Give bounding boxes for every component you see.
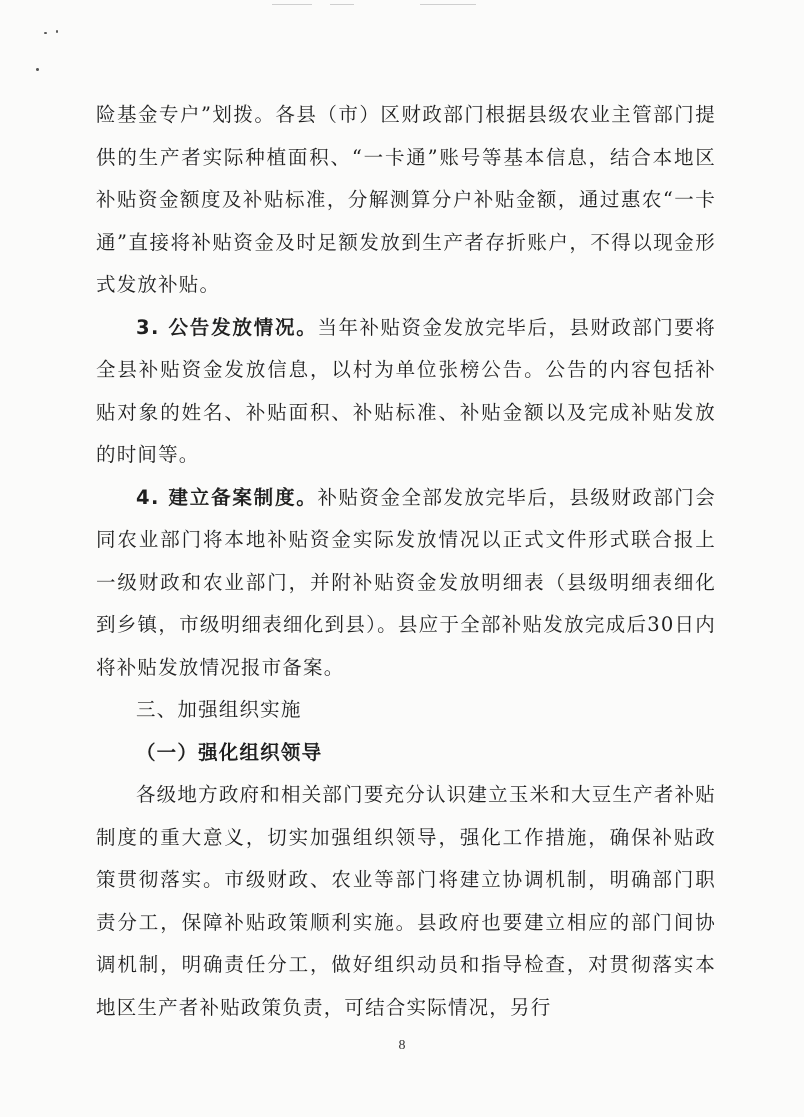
paragraph-funding-transfer: 险基金专户”划拨。各县（市）区财政部门根据县级农业主管部门提供的生产者实际种植面积、“一卡通”账号等基本信息，结合本地区补贴资金额度及补贴标准，分解测算分户补贴金额，通过惠农“一卡通”直接将补贴资金及时足额发放到生产者存折账户，不得以现金形式发放补贴。 xyxy=(96,103,716,296)
subsection-heading: （一）强化组织领导 xyxy=(135,740,323,764)
scan-speck xyxy=(56,30,58,33)
paragraph-filing-system xyxy=(96,477,716,690)
item-title-filing: 4. 建立备案制度。 xyxy=(135,485,318,509)
scan-edge-line xyxy=(272,4,312,5)
page-number: 8 xyxy=(398,1038,406,1053)
scan-speck xyxy=(44,32,47,34)
document-body xyxy=(96,94,716,1029)
item-body-filing: 补贴资金全部发放完毕后，县级财政部门会同农业部门将本地补贴资金实际发放情况以正式文件形式联合报上一级财政和农业部门，并附补贴资金发放明细表（县级明细表细化到乡镇，市级明细表细化到县）。县应于全部补贴发放完成后30日内将补贴发放情况报市备案。 xyxy=(96,485,716,679)
section-heading: 三、加强组织实施 xyxy=(135,698,302,721)
paragraph-organization: 各级地方政府和相关部门要充分认识建立玉米和大豆生产者补贴制度的重大意义，切实加强组织领导，强化工作措施，确保补贴政策贯彻落实。市级财政、农业等部门将建立协调机制，明确部门职责分工，保障补贴政策顺利实施。县政府也要建立相应的部门间协调机制，明确责任分工，做好组织动员和指导检查，对贯彻落实本地区生产者补贴政策负责，可结合实际情况，另行 xyxy=(96,783,716,1019)
scan-speck xyxy=(36,68,39,71)
paragraph-publish-distribution xyxy=(96,307,716,477)
item-body-publish: 当年补贴资金发放完毕后，县财政部门要将全县补贴资金发放信息，以村为单位张榜公告。公告的内容包括补贴对象的姓名、补贴面积、补贴标准、补贴金额以及完成补贴发放的时间等。 xyxy=(96,315,716,466)
item-title-publish: 3. 公告发放情况。 xyxy=(135,315,318,339)
scan-edge-line xyxy=(420,4,476,5)
scan-edge-line xyxy=(330,4,354,5)
